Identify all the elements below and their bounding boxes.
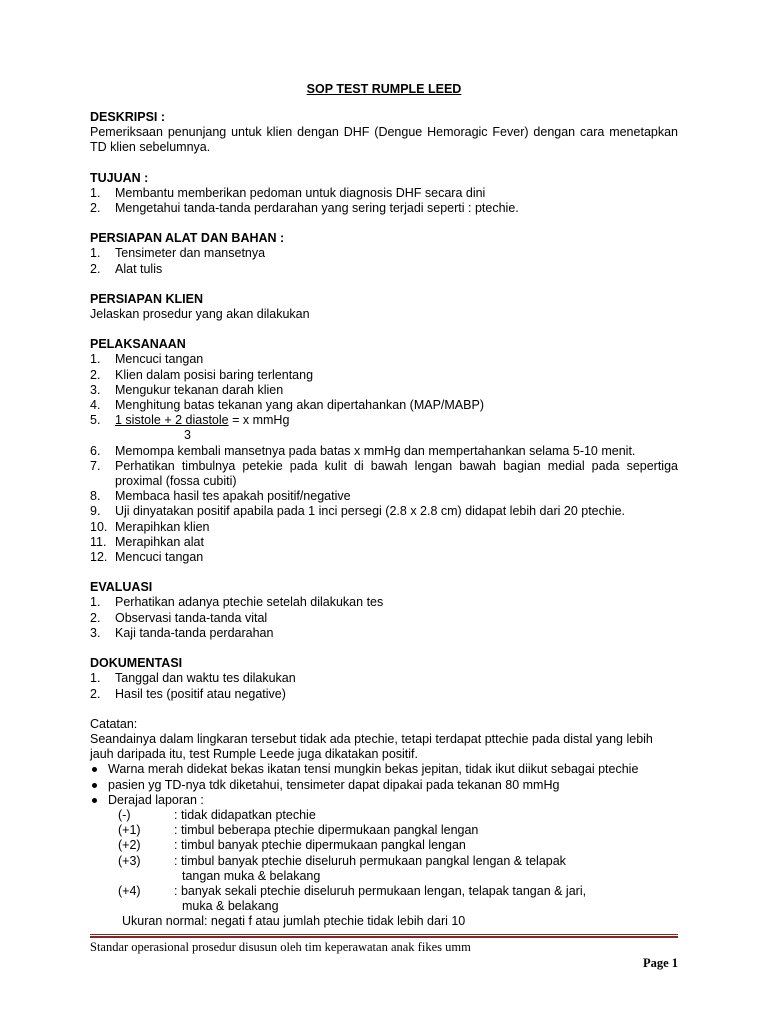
list-text: Merapihkan klien [115, 519, 210, 534]
list-item [90, 246, 678, 261]
pelaksanaan-formula [90, 413, 678, 443]
list-number: 8. [90, 489, 101, 504]
list-text: Hasil tes (positif atau negative) [115, 686, 286, 701]
list-text: Membaca hasil tes apakah positif/negative [115, 489, 351, 504]
list-item [90, 186, 678, 201]
list-item [90, 352, 678, 367]
list-text: Merapihkan alat [115, 534, 204, 549]
list-number: 2. [90, 367, 101, 382]
list-number: 1. [90, 246, 101, 261]
heading-persiapan-klien: PERSIAPAN KLIEN [90, 291, 203, 306]
list-item [90, 550, 678, 565]
list-item [90, 398, 678, 413]
list-number: 3. [90, 382, 101, 397]
grade-text: : timbul beberapa ptechie dipermukaan pangkal lengan [174, 823, 479, 838]
list-item [90, 444, 678, 459]
list-number: 1. [90, 185, 101, 200]
bullet-icon [92, 798, 97, 803]
grade-text: : timbul banyak ptechie diseluruh permukaan pangkal lengan & telapak [174, 853, 566, 868]
list-item [90, 611, 678, 626]
formula-line [115, 413, 289, 427]
section-persiapan-klien [90, 292, 678, 322]
grade-code: (+1) [118, 823, 141, 838]
heading-evaluasi: EVALUASI [90, 580, 153, 595]
catatan-bullets [90, 762, 678, 808]
list-text: Perhatikan adanya ptechie setelah dilakukan tes [115, 595, 384, 610]
bullet-icon [92, 767, 97, 772]
list-number: 1. [90, 352, 101, 367]
list-number: 11. [90, 534, 107, 549]
grade-row [118, 808, 678, 823]
deskripsi-text: Pemeriksaan penunjang untuk klien dengan DHF (Dengue Hemoragic Fever) dengan cara menetapkan TD klien sebelumnya. [90, 125, 678, 155]
list-item [90, 504, 678, 519]
list-number: 1. [90, 671, 101, 686]
list-number: 4. [90, 398, 101, 413]
grade-row [118, 854, 678, 884]
list-item [90, 671, 678, 686]
grade-row [118, 838, 678, 853]
list-item [90, 368, 678, 383]
formula-denominator: 3 [184, 428, 191, 443]
section-persiapan-alat [90, 231, 678, 277]
heading-catatan: Catatan: [90, 716, 138, 731]
list-number: 3. [90, 625, 101, 640]
bullet-text: pasien yg TD-nya tdk diketahui, tensimeter dapat dipakai pada tekanan 80 mmHg [108, 777, 560, 792]
page-number: Page 1 [642, 956, 678, 970]
list-text: Tanggal dan waktu tes dilakukan [115, 671, 296, 686]
grade-text: : banyak sekali ptechie diseluruh permukaan lengan, telapak tangan & jari, [174, 883, 587, 898]
bullet-item [90, 793, 678, 808]
section-tujuan [90, 171, 678, 217]
footer-text: Standar operasional prosedur disusun oleh tim keperawatan anak fikes umm [90, 940, 471, 954]
section-catatan [90, 717, 678, 930]
list-text: Tensimeter dan mansetnya [115, 246, 266, 261]
heading-dokumentasi: DOKUMENTASI [90, 656, 183, 671]
grade-row [118, 884, 678, 914]
grade-text-continued: muka & belakang [182, 899, 279, 914]
list-text: Mencuci tangan [115, 550, 204, 565]
bullet-text: Warna merah didekat bekas ikatan tensi mungkin bekas jepitan, tidak ikut diikut sebagai ptechie [108, 762, 639, 777]
formula-numerator: 1 sistole + 2 diastole [115, 413, 229, 428]
section-pelaksanaan [90, 337, 678, 565]
bullet-icon [92, 783, 97, 788]
list-item [90, 520, 678, 535]
grade-row [118, 823, 678, 838]
list-number: 2. [90, 201, 101, 216]
bullet-item [90, 778, 678, 793]
grade-code: (+4) [118, 883, 141, 898]
list-item [90, 262, 678, 277]
grade-code: (+2) [118, 838, 141, 853]
grade-code: (-) [118, 807, 131, 822]
list-text: Observasi tanda-tanda vital [115, 610, 268, 625]
bullet-item [90, 762, 678, 777]
list-text: Klien dalam posisi baring terlentang [115, 367, 314, 382]
list-number: 5. [90, 413, 101, 428]
list-number: 10. [90, 519, 108, 534]
list-item [90, 687, 678, 702]
document-title: SOP TEST RUMPLE LEED [306, 82, 462, 96]
list-number: 1. [90, 595, 101, 610]
heading-pelaksanaan: PELAKSANAAN [90, 337, 186, 352]
list-number: 12. [90, 550, 108, 565]
list-number: 2. [90, 261, 101, 276]
grade-text: : timbul banyak ptechie dipermukaan pangkal lengan [174, 838, 466, 853]
catatan-text: Seandainya dalam lingkaran tersebut tidak ada ptechie, tetapi terdapat pttechie pada distal yang lebih jauh daripada itu, test Rumple Leede juga dikatakan positif. [90, 731, 653, 762]
list-text: Mencuci tangan [115, 352, 204, 367]
heading-tujuan: TUJUAN : [90, 170, 149, 185]
list-number: 2. [90, 686, 101, 701]
heading-deskripsi: DESKRIPSI : [90, 110, 166, 124]
document-body [90, 110, 678, 930]
list-item [90, 459, 678, 489]
formula-rest: = x mmHg [228, 413, 290, 428]
normal-size-note: Ukuran normal: negati f atau jumlah ptechie tidak lebih dari 10 [122, 914, 466, 929]
pelaksanaan-list-a [90, 352, 678, 413]
pelaksanaan-list-b [90, 444, 678, 566]
list-item [90, 595, 678, 610]
footer-divider [90, 934, 678, 938]
list-text: Kaji tanda-tanda perdarahan [115, 625, 274, 640]
evaluasi-list [90, 595, 678, 641]
list-number: 7. [90, 458, 101, 473]
list-text: Uji dinyatakan positif apabila pada 1 inci persegi (2.8 x 2.8 cm) didapat lebih dari 20 ptechie. [115, 504, 626, 519]
list-text: Alat tulis [115, 261, 163, 276]
grade-list [118, 808, 678, 914]
list-text: Menghitung batas tekanan yang akan dipertahankan (MAP/MABP) [115, 398, 484, 413]
list-text: Memompa kembali mansetnya pada batas x mmHg dan mempertahankan selama 5-10 menit. [115, 443, 636, 458]
list-item [90, 489, 678, 504]
list-item [90, 413, 678, 443]
list-number: 6. [90, 443, 101, 458]
list-item [90, 535, 678, 550]
list-number: 9. [90, 504, 101, 519]
list-item [90, 626, 678, 641]
list-item [90, 383, 678, 398]
list-number: 2. [90, 610, 101, 625]
list-text: Membantu memberikan pedoman untuk diagnosis DHF secara dini [115, 185, 486, 200]
heading-persiapan-alat: PERSIAPAN ALAT DAN BAHAN : [90, 231, 285, 246]
list-item [90, 201, 678, 216]
section-deskripsi [90, 110, 678, 156]
grade-text: : tidak didapatkan ptechie [174, 807, 316, 822]
grade-code: (+3) [118, 853, 141, 868]
list-text: Mengukur tekanan darah klien [115, 382, 284, 397]
bullet-text: Derajad laporan : [108, 792, 204, 807]
section-dokumentasi [90, 656, 678, 702]
list-text: Mengetahui tanda-tanda perdarahan yang sering terjadi seperti : ptechie. [115, 201, 519, 216]
persiapan-klien-text: Jelaskan prosedur yang akan dilakukan [90, 307, 310, 322]
tujuan-list [90, 186, 678, 216]
grade-text-continued: tangan muka & belakang [182, 868, 321, 883]
list-text: Perhatikan timbulnya petekie pada kulit di bawah lengan bawah bagian medial pada sepertiga proximal (fossa cubiti) [115, 458, 678, 489]
persiapan-alat-list [90, 246, 678, 276]
section-evaluasi [90, 580, 678, 641]
dokumentasi-list [90, 671, 678, 701]
